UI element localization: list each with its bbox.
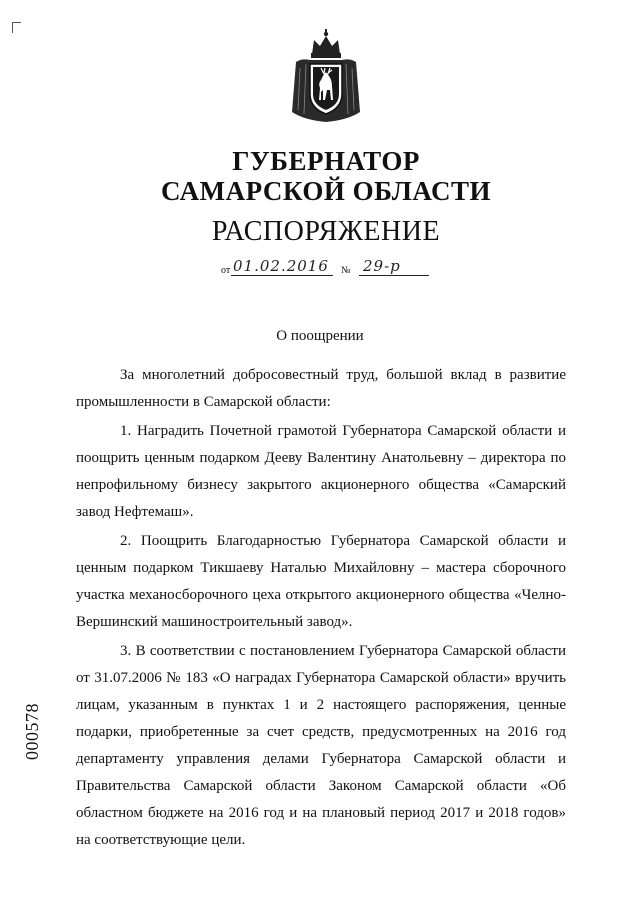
corner-mark xyxy=(12,22,21,33)
document-subject: О поощрении xyxy=(276,328,364,344)
document-type: РАСПОРЯЖЕНИЕ xyxy=(211,216,441,247)
date-underline xyxy=(231,275,333,276)
number-value: 29-р xyxy=(363,257,401,275)
issuer-title-line2: САМАРСКОЙ ОБЛАСТИ xyxy=(160,176,492,206)
side-serial-number: 000578 xyxy=(22,703,42,760)
paragraph-item-2: 2. Поощрить Благодарностью Губернатора Самарской области и ценным подарком Тикшаеву Наталью Михайловну – мастера сборочного участка механосборочного цеха открытого акционерного общества «Челно-Вершинский машиностроительный завод». xyxy=(76,533,566,630)
coat-of-arms-emblem xyxy=(288,28,364,124)
paragraph-item-3: 3. В соответствии с постановлением Губернатора Самарской области от 31.07.2006 № 183 «О наградах Губернатора Самарской области» вручить лицам, указанным в пунктах 1 и 2 настоящего распоряжения, ценные подарки, приобретенные за счет средств, предусмотренных на 2016 год департаменту управления делами Губернатора Самарской области и Правительства Самарской области Законом Самарской области «Об областном бюджете на 2016 год и на плановый период 2017 и 2018 годов» на соответствующие цели. xyxy=(76,643,566,848)
number-label: № xyxy=(341,265,351,276)
date-label: от xyxy=(221,265,231,276)
paragraph-item-1: 1. Наградить Почетной грамотой Губернатора Самарской области и поощрить ценным подарком Дееву Валентину Анатольевну – директора по непрофильному бизнесу закрытого акционерного общества «Самарский завод Нефтемаш». xyxy=(76,423,566,520)
document-body xyxy=(76,362,566,856)
date-value: 01.02.2016 xyxy=(233,257,329,275)
number-underline xyxy=(359,275,429,276)
intro-paragraph: За многолетний добросовестный труд, большой вклад в развитие промышленности в Самарской области: xyxy=(76,367,566,410)
registration-line xyxy=(221,252,441,278)
issuer-title-line1: ГУБЕРНАТОР xyxy=(232,146,420,176)
